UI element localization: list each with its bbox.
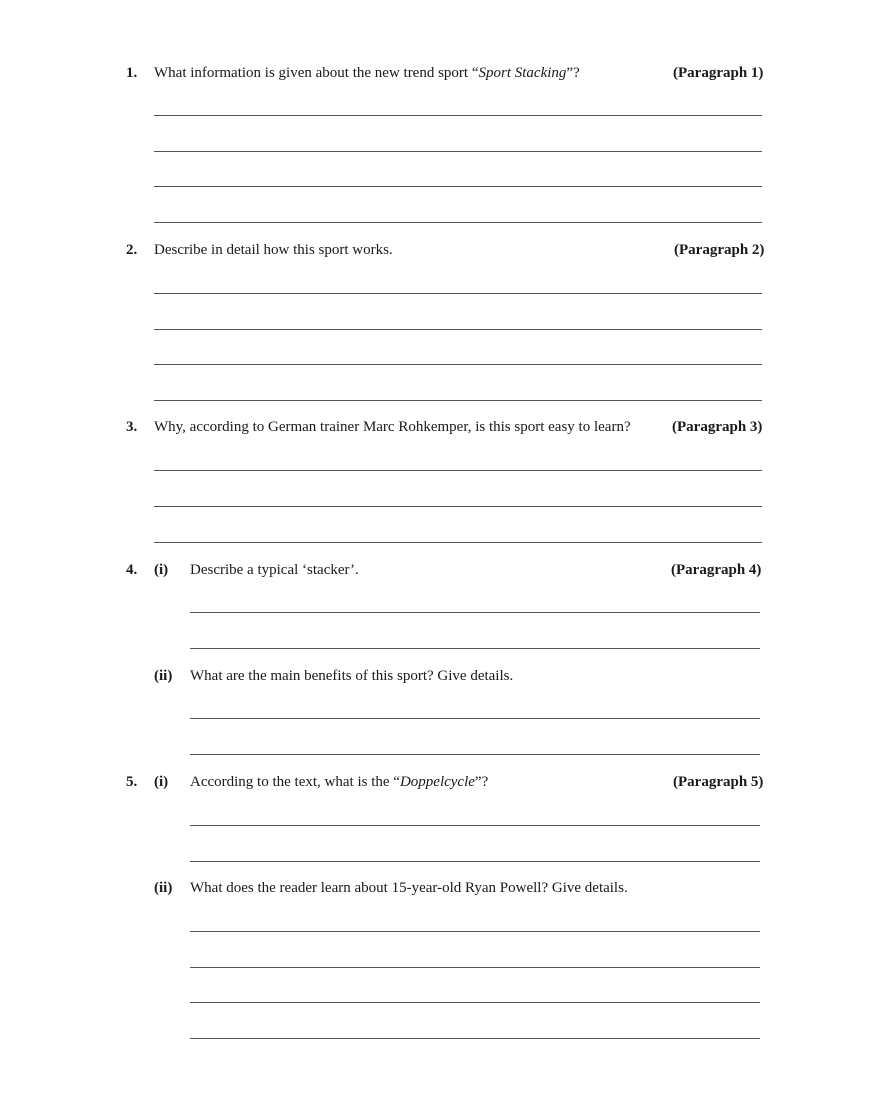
question-1-text-start: What information is given about the new trend sport “ [154,65,479,81]
question-4-number: 4. [126,562,138,578]
question-1-number: 1. [126,65,138,81]
answer-line[interactable] [154,222,762,223]
answer-line[interactable] [154,400,762,401]
answer-line[interactable] [190,754,760,755]
answer-line[interactable] [154,542,762,543]
question-2-paragraph-ref: (Paragraph 2) [674,242,765,258]
question-4-part-i-text: Describe a typical ‘stacker’. [190,562,359,578]
question-4-part-i-label: (i) [154,562,169,578]
answer-line[interactable] [154,186,762,187]
question-5-part-i-text-start: According to the text, what is the “ [190,774,400,790]
answer-line[interactable] [190,648,760,649]
question-1-text [154,64,580,82]
answer-line[interactable] [190,1038,760,1039]
answer-line[interactable] [190,931,760,932]
question-5-part-i-text [190,773,488,791]
question-5-number: 5. [126,774,138,790]
answer-line[interactable] [190,1002,760,1003]
question-5-part-ii-text: What does the reader learn about 15-year-old Ryan Powell? Give details. [190,880,628,896]
answer-line[interactable] [190,825,760,826]
answer-line[interactable] [154,293,762,294]
answer-line[interactable] [154,364,762,365]
answer-line[interactable] [190,861,760,862]
question-3-paragraph-ref: (Paragraph 3) [672,419,763,435]
question-2-number: 2. [126,242,138,258]
answer-line[interactable] [154,470,762,471]
question-1-text-end: ”? [566,65,580,81]
question-3-number: 3. [126,419,138,435]
question-4-part-ii-text: What are the main benefits of this sport? Give details. [190,668,514,684]
question-3-text: Why, according to German trainer Marc Rohkemper, is this sport easy to learn? [154,419,631,435]
answer-line[interactable] [154,115,762,116]
answer-line[interactable] [190,718,760,719]
question-4-paragraph-ref: (Paragraph 4) [671,562,762,578]
question-5-doppelcycle-term: Doppelcycle [399,774,475,790]
question-4-part-ii-label: (ii) [154,668,173,684]
question-1-sport-name: Sport Stacking [478,65,567,81]
question-5-part-i-text-end: ”? [474,774,489,790]
answer-line[interactable] [154,506,762,507]
answer-line[interactable] [190,967,760,968]
answer-line[interactable] [190,612,760,613]
answer-line[interactable] [154,151,762,152]
question-5-part-ii-label: (ii) [154,880,173,896]
question-1-paragraph-ref: (Paragraph 1) [673,65,764,81]
question-5-part-i-label: (i) [154,774,169,790]
question-2-text: Describe in detail how this sport works. [154,242,393,258]
question-5-paragraph-ref: (Paragraph 5) [673,774,764,790]
answer-line[interactable] [154,329,762,330]
